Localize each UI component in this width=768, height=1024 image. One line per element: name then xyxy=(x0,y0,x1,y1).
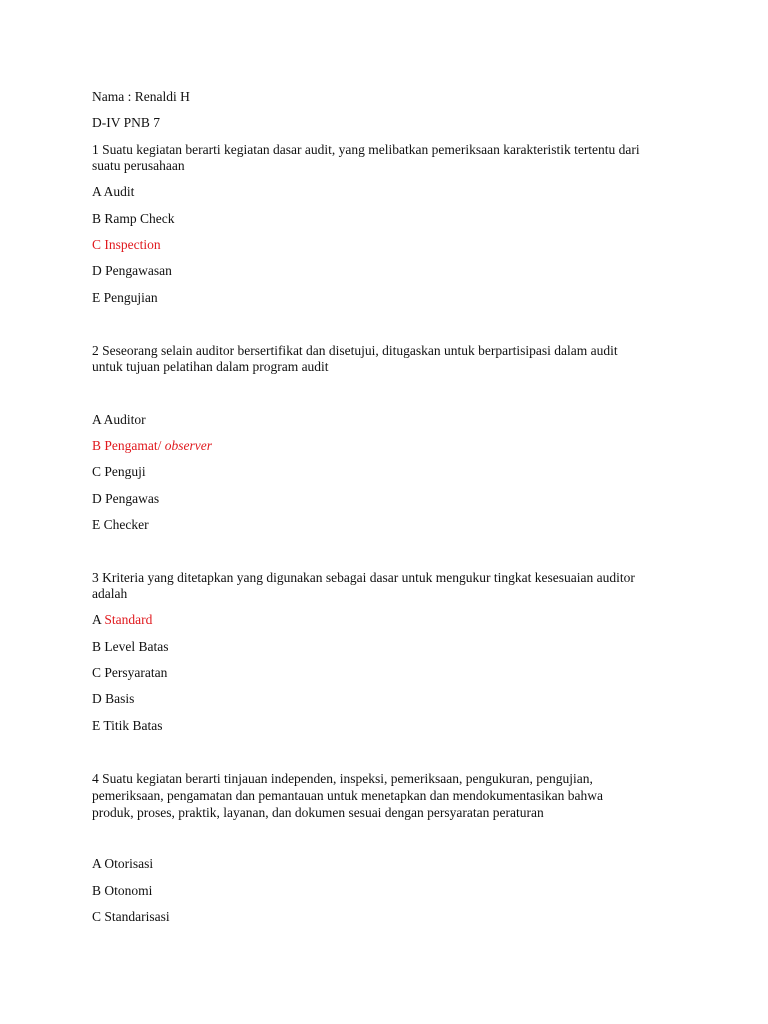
question-3-option-d: D Basis xyxy=(92,691,135,706)
question-2-option-e: E Checker xyxy=(92,517,149,532)
question-1-option-a: A Audit xyxy=(92,184,135,199)
question-2-option-b-answer xyxy=(92,437,212,454)
question-2-option-b-label: B Pengamat/ xyxy=(92,438,165,453)
question-3-option-a-answer: Standard xyxy=(104,612,153,627)
question-3-text-line-1: 3 Kriteria yang ditetapkan yang digunakan sebagai dasar untuk mengukur tingkat kesesuaian auditor xyxy=(92,570,635,585)
question-4-text-line-1: 4 Suatu kegiatan berarti tinjauan independen, inspeksi, pemeriksaan, pengukuran, pengujian, xyxy=(92,771,593,786)
question-2-option-a: A Auditor xyxy=(92,412,146,427)
question-1-option-b: B Ramp Check xyxy=(92,211,175,226)
question-4-option-b: B Otonomi xyxy=(92,883,153,898)
question-3-text-line-2: adalah xyxy=(92,586,128,601)
question-2-option-c: C Penguji xyxy=(92,464,146,479)
question-1-option-d: D Pengawasan xyxy=(92,263,172,278)
question-2-text-line-2: untuk tujuan pelatihan dalam program audit xyxy=(92,359,329,374)
question-1-text-line-1: 1 Suatu kegiatan berarti kegiatan dasar audit, yang melibatkan pemeriksaan karakteristik tertentu dari xyxy=(92,142,640,157)
question-4-text-line-2: pemeriksaan, pengamatan dan pemantauan untuk menetapkan dan mendokumentasikan bahwa xyxy=(92,788,603,803)
question-3-option-a xyxy=(92,611,152,628)
question-4-option-a: A Otorisasi xyxy=(92,856,154,871)
student-name: Nama : Renaldi H xyxy=(92,89,190,104)
question-1-option-e: E Pengujian xyxy=(92,290,158,305)
question-1-option-c-answer: C Inspection xyxy=(92,237,161,252)
observer-term: observer xyxy=(164,438,212,453)
question-3-option-a-prefix: A xyxy=(92,612,105,627)
question-3-option-b: B Level Batas xyxy=(92,639,169,654)
student-class: D-IV PNB 7 xyxy=(92,115,161,130)
question-4-text-line-3: produk, proses, praktik, layanan, dan dokumen sesuai dengan persyaratan peraturan xyxy=(92,805,544,820)
question-2-text-line-1: 2 Seseorang selain auditor bersertifikat dan disetujui, ditugaskan untuk berpartisipasi dalam audit xyxy=(92,343,618,358)
question-3-option-e: E Titik Batas xyxy=(92,718,163,733)
question-1-text-line-2: suatu perusahaan xyxy=(92,158,185,173)
question-4-option-c: C Standarisasi xyxy=(92,909,170,924)
question-3-option-c: C Persyaratan xyxy=(92,665,168,680)
question-2-option-d: D Pengawas xyxy=(92,491,160,506)
